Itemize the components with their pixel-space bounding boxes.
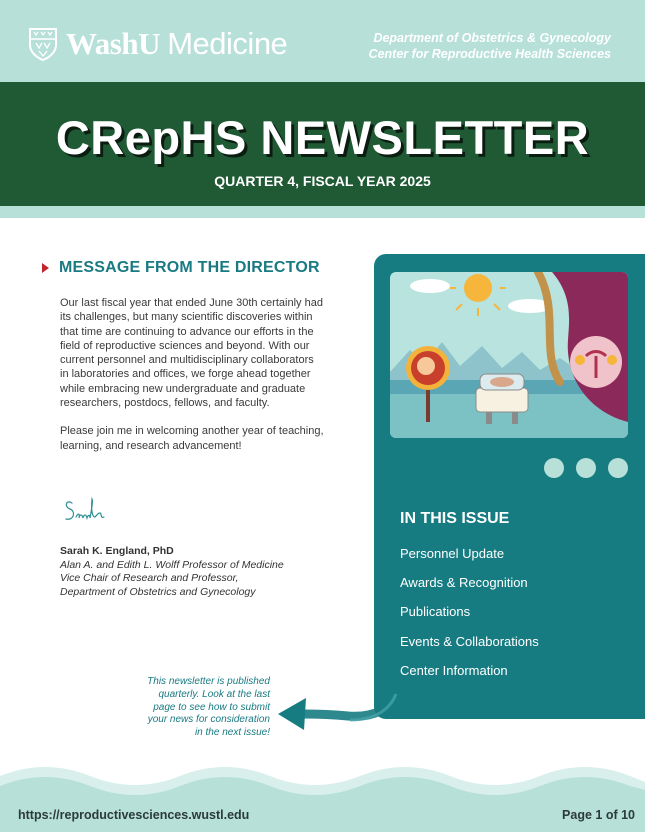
message-paragraph-1: Our last fiscal year that ended June 30th certainly had its challenges, but many scientific discoveries within that time are continuing to advance our efforts in the field of reproductive sciences and beyond. With our current personnel and multidisciplinary collaborators in laboratories and offices, we forge ahead together while embracing new undergraduate and graduate researchers, postdocs, fellows, and faculty. xyxy=(60,297,323,410)
toc-item-center-info[interactable]: Center Information xyxy=(400,663,508,678)
curved-arrow-icon xyxy=(278,688,403,746)
publication-note xyxy=(120,676,270,740)
signature-title-2: Vice Chair of Research and Professor, xyxy=(60,572,239,584)
toc-item-publications[interactable]: Publications xyxy=(400,604,471,619)
logo-text xyxy=(66,26,287,62)
divider-strip xyxy=(0,206,645,218)
signature-image xyxy=(62,495,112,529)
newsletter-subtitle: QUARTER 4, FISCAL YEAR 2025 xyxy=(214,173,431,189)
carousel-dot-1[interactable] xyxy=(544,458,564,478)
toc-item-awards[interactable]: Awards & Recognition xyxy=(400,575,528,590)
signature-block xyxy=(60,545,284,599)
toc-item-personnel[interactable]: Personnel Update xyxy=(400,546,505,561)
signature-name: Sarah K. England, PhD xyxy=(60,545,174,557)
footer-waves xyxy=(0,760,645,800)
note-line-3: page to see how to submit xyxy=(153,701,270,713)
note-line-5: in the next issue! xyxy=(194,727,270,739)
signature-title-1: Alan A. and Edith L. Wolff Professor of Medicine xyxy=(60,558,284,571)
dept-line-1: Department of Obstetrics & Gynecology xyxy=(373,31,611,45)
logo-sub: Medicine xyxy=(167,26,288,61)
carousel-dot-3[interactable] xyxy=(608,458,628,478)
director-heading-text: MESSAGE FROM THE DIRECTOR xyxy=(59,259,320,276)
director-heading xyxy=(42,259,320,277)
director-message xyxy=(60,296,325,467)
shield-icon xyxy=(28,27,58,61)
dept-line-2: Center for Reproductive Health Sciences xyxy=(368,47,611,61)
note-line-1: This newsletter is published xyxy=(147,676,270,687)
note-line-2: quarterly. Look at the last xyxy=(158,688,270,700)
department-name xyxy=(369,30,611,62)
page-number: Page 1 of 10 xyxy=(562,808,635,822)
toc-item-events[interactable]: Events & Collaborations xyxy=(400,634,539,649)
reproductive-health-illustration xyxy=(390,272,628,438)
note-line-4: your news for consideration xyxy=(147,714,270,726)
website-link[interactable]: https://reproductivesciences.wustl.edu xyxy=(18,808,250,822)
in-this-issue-heading: IN THIS ISSUE xyxy=(400,510,510,527)
logo-main: WashU xyxy=(66,26,160,61)
message-paragraph-2: Please join me in welcoming another year of teaching, learning, and research advancement! xyxy=(60,425,324,452)
carousel-dot-2[interactable] xyxy=(576,458,596,478)
washu-medicine-logo[interactable] xyxy=(28,26,287,62)
newsletter-title: CRepHS NEWSLETTER xyxy=(55,111,590,164)
triangle-bullet-icon xyxy=(42,263,49,273)
signature-title-3: Department of Obstetrics and Gynecology xyxy=(60,585,256,598)
